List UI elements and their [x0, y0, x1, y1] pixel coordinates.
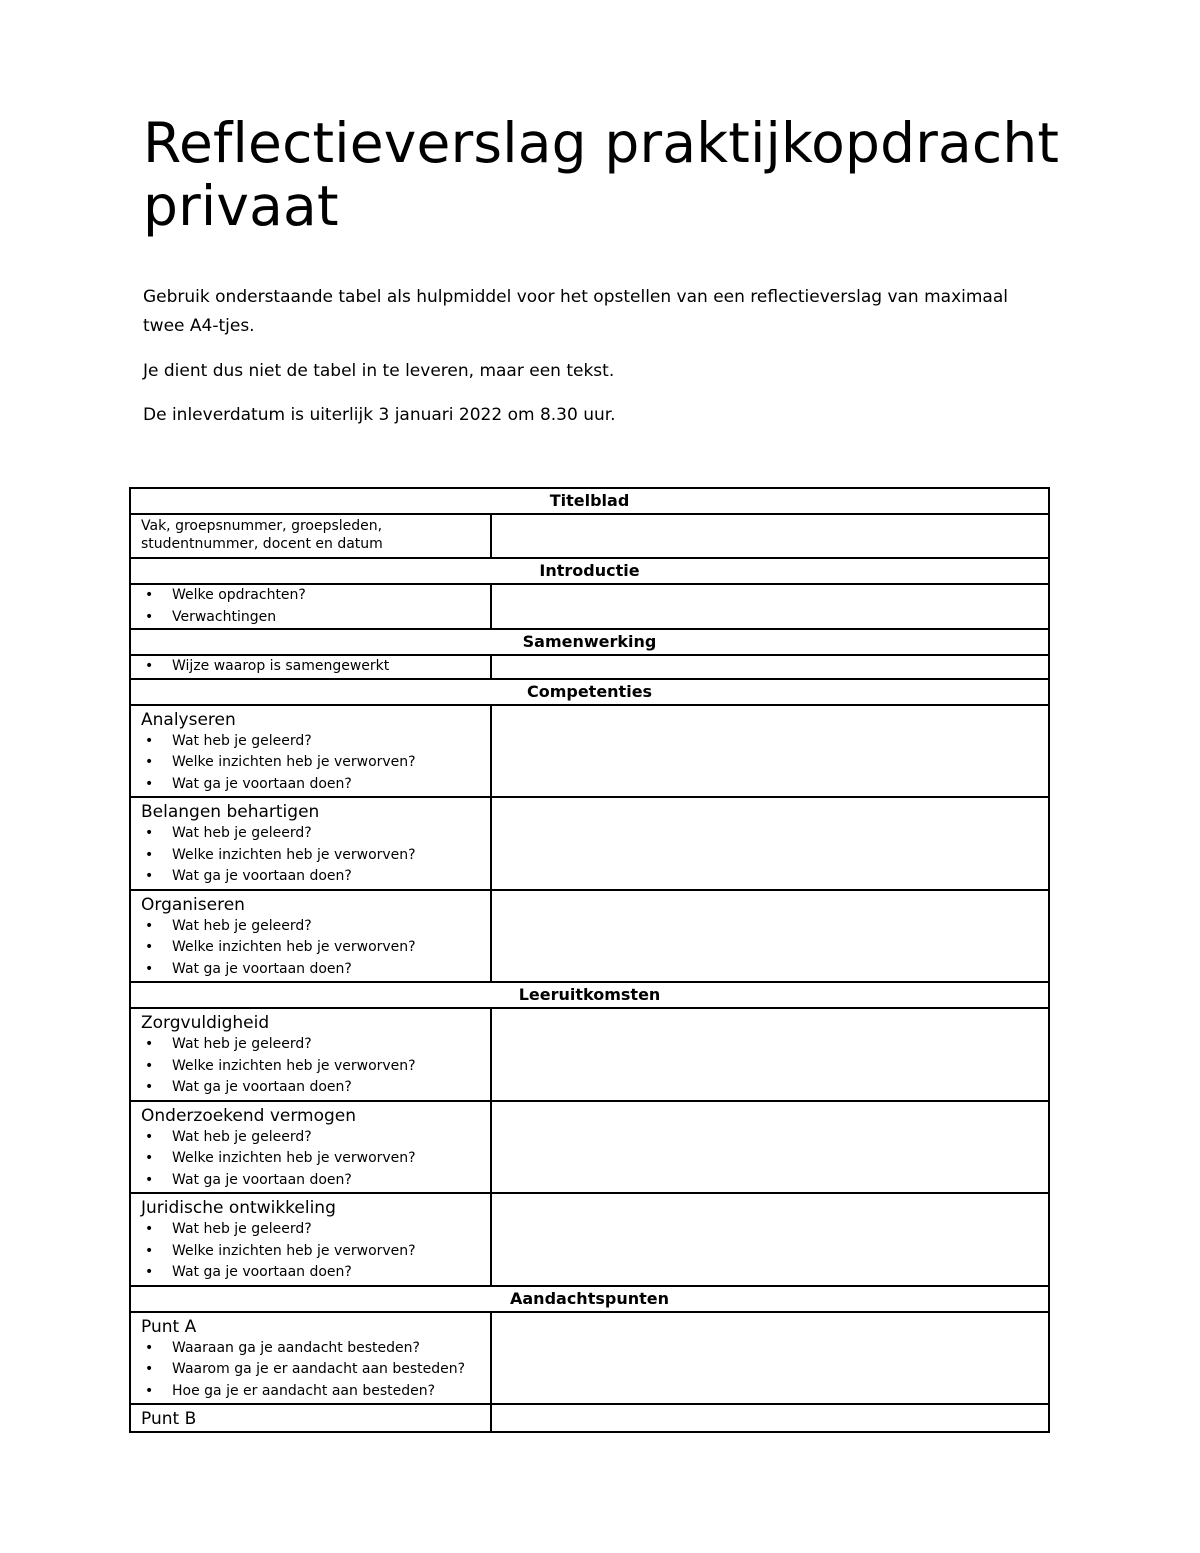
answer-cell[interactable]	[491, 1008, 1049, 1101]
competentie-cell-analyseren	[130, 705, 491, 798]
answer-cell[interactable]	[491, 1312, 1049, 1405]
answer-cell[interactable]	[491, 797, 1049, 890]
section-header-row	[130, 679, 1049, 705]
answer-cell[interactable]	[491, 890, 1049, 983]
list-item: • Verwachtingen	[141, 607, 480, 629]
list-item: • Welke opdrachten?	[141, 585, 480, 607]
list-item: • Wat ga je voortaan doen?	[141, 959, 480, 981]
leeruitkomst-cell-juridisch	[130, 1193, 491, 1286]
bullet-list	[141, 656, 480, 678]
aandachtspunt-title: Punt A	[141, 1316, 197, 1337]
bullet-list	[141, 1338, 480, 1403]
list-item: • Welke inzichten heb je verworven?	[141, 1056, 480, 1078]
list-item: • Welke inzichten heb je verworven?	[141, 845, 480, 867]
table-row	[130, 705, 1049, 798]
table-row	[130, 797, 1049, 890]
instruction-paragraph: Gebruik onderstaande tabel als hulpmiddel voor het opstellen van een reflectieverslag van maximaal twee A4-tjes.	[143, 287, 1008, 336]
bullet-list	[141, 823, 480, 888]
page-title: Reflectieverslag praktijkopdracht privaat	[143, 111, 1060, 238]
list-item: • Wat heb je geleerd?	[141, 1219, 480, 1241]
leeruitkomst-title: Zorgvuldigheid	[141, 1013, 270, 1033]
list-item: • Wat heb je geleerd?	[141, 916, 480, 938]
aandachtspunt-cell-b	[130, 1404, 491, 1432]
list-item: • Wat ga je voortaan doen?	[141, 774, 480, 796]
section-header-competenties: Competenties	[130, 679, 1049, 705]
aandachtspunt-cell-a	[130, 1312, 491, 1405]
list-item: • Welke inzichten heb je verworven?	[141, 1148, 480, 1170]
table-row	[130, 890, 1049, 983]
list-item: • Wijze waarop is samengewerkt	[141, 656, 480, 678]
list-item: • Welke inzichten heb je verworven?	[141, 1241, 480, 1263]
reflection-table	[129, 487, 1050, 1433]
list-item: • Wat heb je geleerd?	[141, 1034, 480, 1056]
list-item: • Wat heb je geleerd?	[141, 1127, 480, 1149]
section-header-titelblad: Titelblad	[130, 488, 1049, 514]
bullet-list	[141, 1034, 480, 1099]
table-row	[130, 1193, 1049, 1286]
section-header-row	[130, 629, 1049, 655]
samenwerking-label-cell	[130, 655, 491, 679]
list-item: • Welke inzichten heb je verworven?	[141, 752, 480, 774]
section-header-row	[130, 488, 1049, 514]
leeruitkomst-title: Juridische ontwikkeling	[141, 1198, 336, 1218]
titelblad-label: Vak, groepsnummer, groepsleden, studentnummer, docent en datum	[141, 518, 383, 552]
bullet-list	[141, 1127, 480, 1192]
introductie-label-cell	[130, 584, 491, 629]
answer-cell[interactable]	[491, 655, 1049, 679]
competentie-cell-organiseren	[130, 890, 491, 983]
list-item: • Wat heb je geleerd?	[141, 823, 480, 845]
bullet-list	[141, 1219, 480, 1284]
bullet-list	[141, 916, 480, 981]
answer-cell[interactable]	[491, 1101, 1049, 1194]
table-row	[130, 1008, 1049, 1101]
answer-cell[interactable]	[491, 584, 1049, 629]
list-item: • Wat ga je voortaan doen?	[141, 1077, 480, 1099]
list-item: • Wat ga je voortaan doen?	[141, 866, 480, 888]
list-item: • Hoe ga je er aandacht aan besteden?	[141, 1381, 480, 1403]
list-item: • Waarom ga je er aandacht aan besteden?	[141, 1359, 480, 1381]
competentie-title: Organiseren	[141, 894, 245, 915]
competentie-cell-belangen	[130, 797, 491, 890]
deadline-paragraph: De inleverdatum is uiterlijk 3 januari 2022 om 8.30 uur.	[143, 405, 616, 425]
section-header-row	[130, 1286, 1049, 1312]
answer-cell[interactable]	[491, 514, 1049, 558]
table-row	[130, 1312, 1049, 1405]
aandachtspunt-title: Punt B	[141, 1409, 197, 1429]
table-row	[130, 514, 1049, 558]
table-row	[130, 1404, 1049, 1432]
section-header-samenwerking: Samenwerking	[130, 629, 1049, 655]
answer-cell[interactable]	[491, 1193, 1049, 1286]
section-header-aandachtspunten: Aandachtspunten	[130, 1286, 1049, 1312]
section-header-row	[130, 558, 1049, 584]
bullet-list	[141, 731, 480, 796]
list-item: • Wat ga je voortaan doen?	[141, 1170, 480, 1192]
table-row	[130, 584, 1049, 629]
section-header-leeruitkomsten: Leeruitkomsten	[130, 982, 1049, 1008]
instruction-paragraph: Je dient dus niet de tabel in te leveren, maar een tekst.	[143, 361, 615, 381]
bullet-list	[141, 585, 480, 628]
list-item: • Welke inzichten heb je verworven?	[141, 937, 480, 959]
table-row	[130, 1101, 1049, 1194]
answer-cell[interactable]	[491, 705, 1049, 798]
titelblad-label-cell	[130, 514, 491, 558]
competentie-title: Analyseren	[141, 709, 236, 730]
leeruitkomst-title: Onderzoekend vermogen	[141, 1105, 357, 1126]
table-row	[130, 655, 1049, 679]
section-header-introductie: Introductie	[130, 558, 1049, 584]
list-item: • Wat heb je geleerd?	[141, 731, 480, 753]
list-item: • Wat ga je voortaan doen?	[141, 1262, 480, 1284]
competentie-title: Belangen behartigen	[141, 802, 320, 822]
list-item: • Waaraan ga je aandacht besteden?	[141, 1338, 480, 1360]
leeruitkomst-cell-zorgvuldigheid	[130, 1008, 491, 1101]
leeruitkomst-cell-onderzoekend	[130, 1101, 491, 1194]
section-header-row	[130, 982, 1049, 1008]
answer-cell[interactable]	[491, 1404, 1049, 1432]
